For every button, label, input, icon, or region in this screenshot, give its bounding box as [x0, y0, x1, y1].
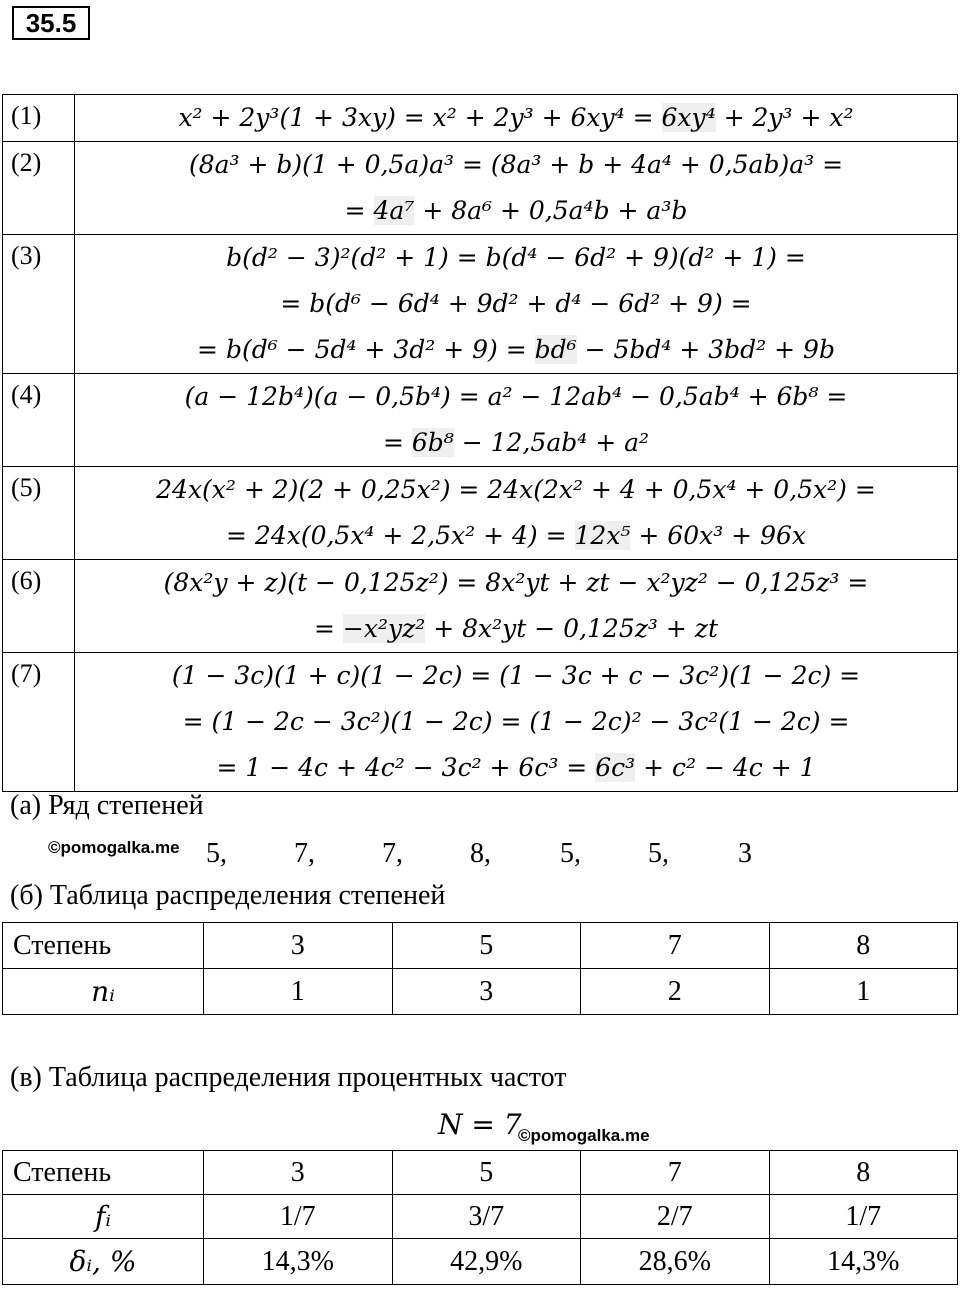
- table-cell: 3: [204, 1151, 393, 1195]
- table-cell: 42,9%: [392, 1239, 581, 1285]
- expression-part: + 8x²yt − 0,125z³ + zt: [425, 614, 718, 643]
- degree-value: 3: [738, 838, 752, 869]
- expression-line: [75, 281, 957, 327]
- expression-part: x² + 2y³(1 + 3xy) = x² + 2y³ + 6xy⁴ =: [178, 103, 662, 132]
- row-number: (3): [3, 235, 75, 374]
- row-number: (5): [3, 467, 75, 560]
- expression-cell: [75, 235, 958, 374]
- expression-line: [75, 142, 957, 188]
- table-cell: 14,3%: [769, 1239, 958, 1285]
- table-cell: 14,3%: [204, 1239, 393, 1285]
- expression-line: [75, 513, 957, 559]
- expression-line: [75, 235, 957, 281]
- total-count: N = 7: [438, 1108, 522, 1141]
- degree-value: 7,: [382, 838, 403, 869]
- expression-line: [75, 420, 957, 466]
- expansion-row: [3, 235, 958, 374]
- table-cell: 28,6%: [581, 1239, 770, 1285]
- expansion-row: [3, 467, 958, 560]
- expression-line: [75, 95, 957, 141]
- expression-part: + 2y³ + x²: [715, 103, 854, 132]
- expression-cell: [75, 374, 958, 467]
- expression-part: − 5bd⁴ + 3bd² + 9b: [576, 335, 835, 364]
- row-number: (7): [3, 653, 75, 792]
- expression-line: [75, 188, 957, 234]
- table-cell: 8: [769, 1151, 958, 1195]
- leading-term: −x²yz²: [342, 614, 426, 643]
- expression-line: [75, 699, 957, 745]
- leading-term: 4a⁷: [373, 196, 415, 225]
- expansion-row: [3, 653, 958, 792]
- expression-line: [75, 560, 957, 606]
- row-label: Степень: [3, 923, 204, 969]
- expression-cell: [75, 467, 958, 560]
- expression-part: (1 − 3c)(1 + c)(1 − 2c) = (1 − 3c + c − 3c²)(1 − 2c) =: [171, 661, 861, 690]
- part-c-label: (в) Таблица распределения процентных частот: [10, 1062, 567, 1093]
- watermark: ©pomogalka.me: [518, 1126, 650, 1145]
- row-number: (4): [3, 374, 75, 467]
- table-cell: 2: [581, 969, 770, 1015]
- expression-part: 24x(x² + 2)(2 + 0,25x²) = 24x(2x² + 4 + 0,5x⁴ + 0,5x²) =: [156, 475, 876, 504]
- expression-line: [75, 745, 957, 791]
- table-row: [3, 1151, 958, 1195]
- row-label: Степень: [3, 1151, 204, 1195]
- expression-cell: [75, 142, 958, 235]
- expansions-table: [2, 94, 958, 792]
- degree-value: 8,: [470, 838, 491, 869]
- row-label: nᵢ: [3, 969, 204, 1015]
- expression-part: = b(d⁶ − 5d⁴ + 3d² + 9) =: [197, 335, 535, 364]
- degree-value: 7,: [294, 838, 315, 869]
- row-label: δᵢ, %: [3, 1239, 204, 1285]
- expansion-row: [3, 374, 958, 467]
- expansion-row: [3, 142, 958, 235]
- expression-part: (a − 12b⁴)(a − 0,5b⁴) = a² − 12ab⁴ − 0,5ab⁴ + 6b⁸ =: [184, 382, 848, 411]
- table-row: [3, 1195, 958, 1239]
- table-cell: 5: [392, 923, 581, 969]
- expression-line: [75, 327, 957, 373]
- part-a-label: (а) Ряд степеней: [10, 790, 204, 821]
- table-row: [3, 1239, 958, 1285]
- part-b-label: (б) Таблица распределения степеней: [10, 880, 446, 911]
- table-cell: 1/7: [204, 1195, 393, 1239]
- leading-term: bd⁶: [534, 335, 577, 364]
- expression-part: + c² − 4c + 1: [635, 753, 816, 782]
- expression-part: (8a³ + b)(1 + 0,5a)a³ = (8a³ + b + 4a⁴ + 0,5ab)a³ =: [188, 150, 844, 179]
- table-cell: 3/7: [392, 1195, 581, 1239]
- expression-part: = 1 − 4c + 4c² − 3c² + 6c³ =: [216, 753, 596, 782]
- expression-part: = b(d⁶ − 6d⁴ + 9d² + d⁴ − 6d² + 9) =: [280, 289, 752, 318]
- degree-value: 5,: [560, 838, 581, 869]
- table-row: [3, 923, 958, 969]
- problem-number: 35.5: [12, 6, 90, 40]
- expansion-row: [3, 95, 958, 142]
- leading-term: 6c³: [595, 753, 636, 782]
- expression-line: [75, 653, 957, 699]
- expression-cell: [75, 653, 958, 792]
- table-cell: 3: [204, 923, 393, 969]
- percent-frequency-table: [2, 1150, 958, 1285]
- expression-cell: [75, 95, 958, 142]
- row-number: (6): [3, 560, 75, 653]
- table-cell: 2/7: [581, 1195, 770, 1239]
- expression-part: = 24x(0,5x⁴ + 2,5x² + 4) =: [226, 521, 575, 550]
- table-row: [3, 969, 958, 1015]
- expression-part: (8x²y + z)(t − 0,125z²) = 8x²yt + zt − x²yz² − 0,125z³ =: [163, 568, 869, 597]
- expression-part: =: [314, 614, 343, 643]
- leading-term: 6xy⁴: [661, 103, 716, 132]
- expression-part: b(d² − 3)²(d² + 1) = b(d⁴ − 6d² + 9)(d² + 1) =: [226, 243, 806, 272]
- watermark: ©pomogalka.me: [48, 838, 180, 857]
- expression-part: = (1 − 2c − 3c²)(1 − 2c) = (1 − 2c)² − 3c²(1 − 2c) =: [182, 707, 850, 736]
- table-cell: 3: [392, 969, 581, 1015]
- degree-distribution-table: [2, 922, 958, 1015]
- leading-term: 6b⁸: [411, 428, 454, 457]
- expression-line: [75, 374, 957, 420]
- expression-line: [75, 606, 957, 652]
- degree-value: 5,: [648, 838, 669, 869]
- leading-term: 12x⁵: [574, 521, 631, 550]
- expression-part: + 8a⁶ + 0,5a⁴b + a³b: [414, 196, 688, 225]
- table-cell: 1/7: [769, 1195, 958, 1239]
- table-cell: 5: [392, 1151, 581, 1195]
- table-cell: 1: [769, 969, 958, 1015]
- table-cell: 7: [581, 1151, 770, 1195]
- table-cell: 7: [581, 923, 770, 969]
- table-cell: 8: [769, 923, 958, 969]
- expression-part: =: [382, 428, 412, 457]
- expression-part: − 12,5ab⁴ + a²: [453, 428, 650, 457]
- degree-value: 5,: [206, 838, 227, 869]
- row-label: fᵢ: [3, 1195, 204, 1239]
- expression-cell: [75, 560, 958, 653]
- expression-part: =: [344, 196, 374, 225]
- expression-part: + 60x³ + 96x: [630, 521, 806, 550]
- row-number: (2): [3, 142, 75, 235]
- table-cell: 1: [204, 969, 393, 1015]
- row-number: (1): [3, 95, 75, 142]
- expression-line: [75, 467, 957, 513]
- expansion-row: [3, 560, 958, 653]
